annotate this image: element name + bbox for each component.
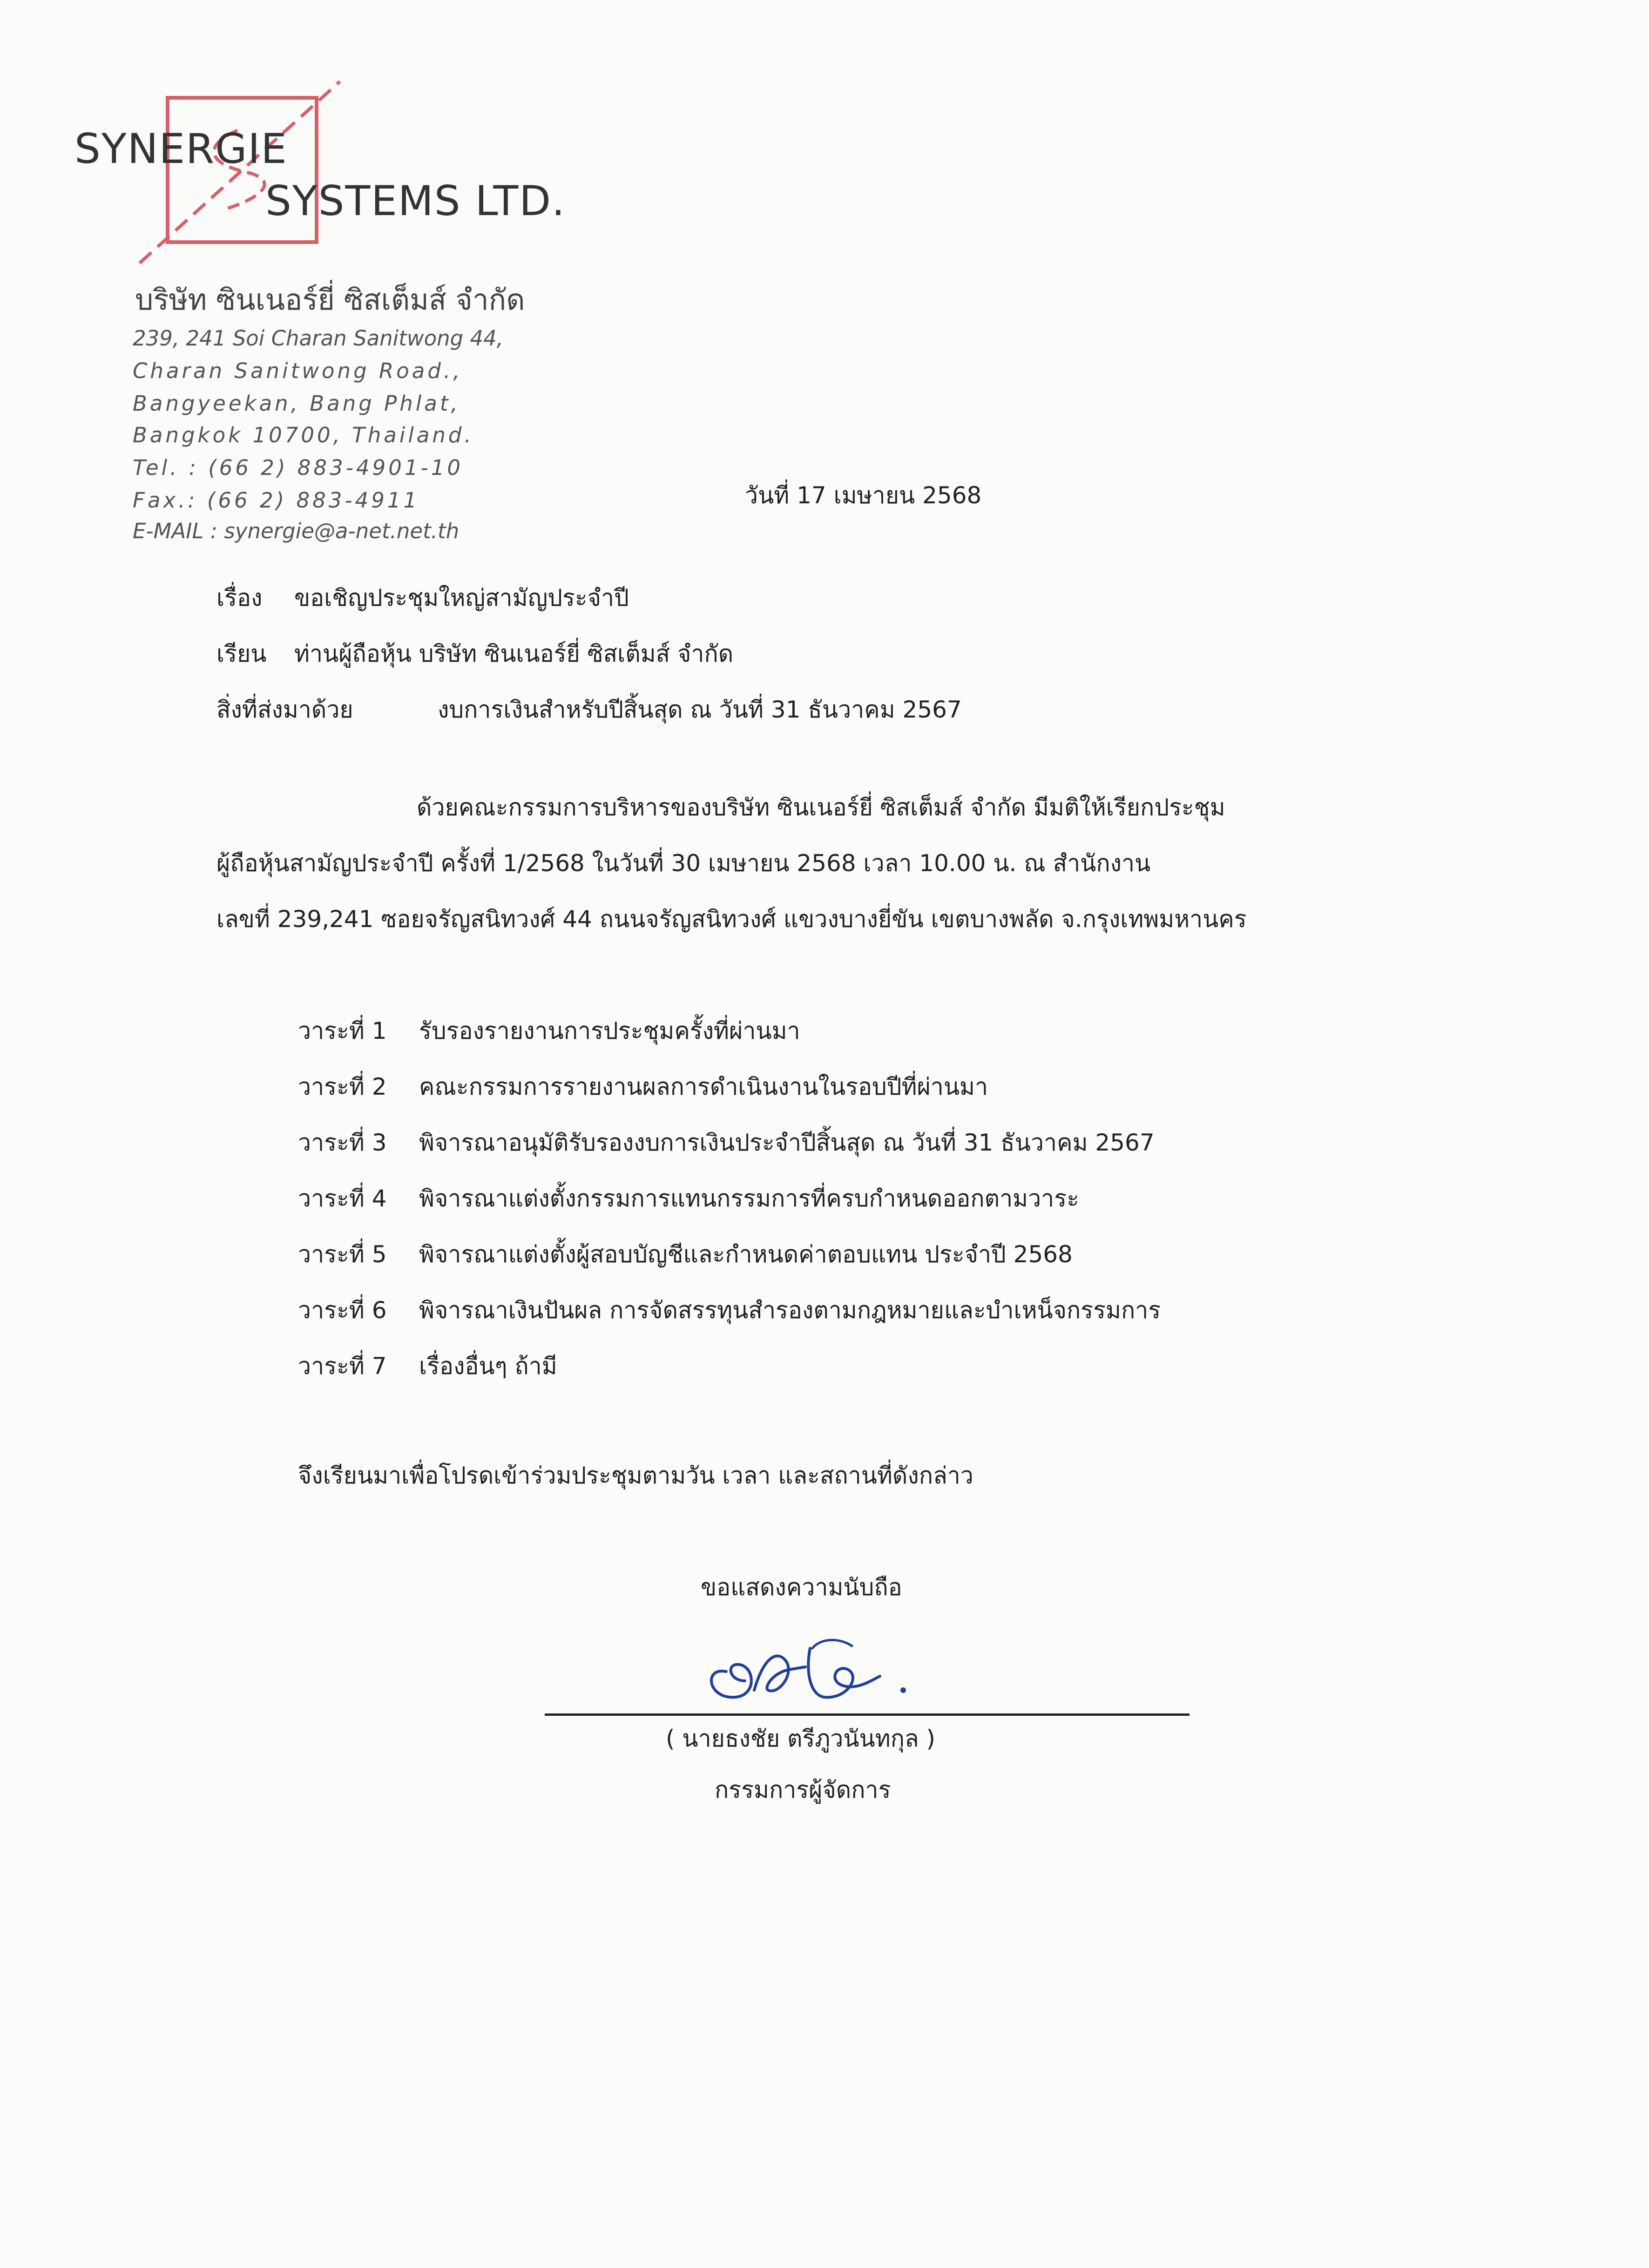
signature-line xyxy=(545,1713,1189,1716)
agenda-item: พิจารณาแต่งตั้งกรรมการแทนกรรมการที่ครบกำหนดออกตามวาระ xyxy=(419,1185,1079,1212)
address-line: Bangkok 10700, Thailand. xyxy=(133,423,474,447)
body-line: ด้วยคณะกรรมการบริหารของบริษัท ซินเนอร์ยี่ ซิสเต็มส์ จำกัด มีมติให้เรียกประชุม xyxy=(417,794,1225,821)
agenda-label: วาระที่ 5 xyxy=(298,1241,387,1268)
subject-label: เรื่อง xyxy=(216,584,263,611)
body-line: เลขที่ 239,241 ซอยจรัญสนิทวงศ์ 44 ถนนจรัญสนิทวงศ์ แขวงบางยี่ขัน เขตบางพลัด จ.กรุงเทพมหานคร xyxy=(216,906,1247,933)
letter-date: วันที่ 17 เมษายน 2568 xyxy=(745,482,982,509)
closing-text: จึงเรียนมาเพื่อโปรดเข้าร่วมประชุมตามวัน เวลา และสถานที่ดังกล่าว xyxy=(298,1462,973,1489)
enclosure-text: งบการเงินสำหรับปีสิ้นสุด ณ วันที่ 31 ธันวาคม 2567 xyxy=(438,696,962,723)
agenda-label: วาระที่ 1 xyxy=(298,1017,387,1044)
agenda-item: รับรองรายงานการประชุมครั้งที่ผ่านมา xyxy=(419,1017,800,1044)
agenda-item: เรื่องอื่นๆ ถ้ามี xyxy=(419,1353,557,1380)
handwritten-signature xyxy=(698,1620,922,1713)
signer-name: ( นายธงชัย ตรีภูวนันทกุล ) xyxy=(666,1725,936,1752)
address-line: Charan Sanitwong Road., xyxy=(133,359,463,383)
fax: Fax.: (66 2) 883-4911 xyxy=(133,488,420,513)
agenda-label: วาระที่ 2 xyxy=(298,1073,387,1100)
address-line: 239, 241 Soi Charan Sanitwong 44, xyxy=(133,326,504,351)
body-line: ผู้ถือหุ้นสามัญประจำปี ครั้งที่ 1/2568 ในวันที่ 30 เมษายน 2568 เวลา 10.00 น. ณ สำนักงาน xyxy=(216,850,1151,877)
email: E-MAIL : synergie@a-net.net.th xyxy=(133,519,460,543)
regards-text: ขอแสดงความนับถือ xyxy=(701,1574,902,1601)
company-name-thai: บริษัท ซินเนอร์ยี่ ซิสเต็มส์ จำกัด xyxy=(135,283,525,317)
signer-title: กรรมการผู้จัดการ xyxy=(715,1776,891,1803)
agenda-item: พิจารณาเงินปันผล การจัดสรรทุนสำรองตามกฎหมายและบำเหน็จกรรมการ xyxy=(419,1297,1161,1324)
agenda-item: พิจารณาอนุมัติรับรองงบการเงินประจำปีสิ้นสุด ณ วันที่ 31 ธันวาคม 2567 xyxy=(419,1129,1155,1156)
logo-word-synergie: SYNERGIE xyxy=(74,125,288,173)
address-line: Bangyeekan, Bang Phlat, xyxy=(133,391,460,416)
logo-word-systems: SYSTEMS LTD. xyxy=(265,177,566,225)
to-text: ท่านผู้ถือหุ้น บริษัท ซินเนอร์ยี่ ซิสเต็มส์ จำกัด xyxy=(294,640,734,667)
subject-text: ขอเชิญประชุมใหญ่สามัญประจำปี xyxy=(294,584,629,611)
to-label: เรียน xyxy=(216,640,267,667)
agenda-item: คณะกรรมการรายงานผลการดำเนินงานในรอบปีที่ผ่านมา xyxy=(419,1073,988,1100)
agenda-item: พิจารณาแต่งตั้งผู้สอบบัญชีและกำหนดค่าตอบแทน ประจำปี 2568 xyxy=(419,1241,1073,1268)
telephone: Tel. : (66 2) 883-4901-10 xyxy=(133,455,463,480)
agenda-label: วาระที่ 4 xyxy=(298,1185,387,1212)
agenda-label: วาระที่ 7 xyxy=(298,1353,387,1380)
agenda-label: วาระที่ 6 xyxy=(298,1297,387,1324)
agenda-label: วาระที่ 3 xyxy=(298,1129,387,1156)
enclosure-label: สิ่งที่ส่งมาด้วย xyxy=(216,696,353,723)
